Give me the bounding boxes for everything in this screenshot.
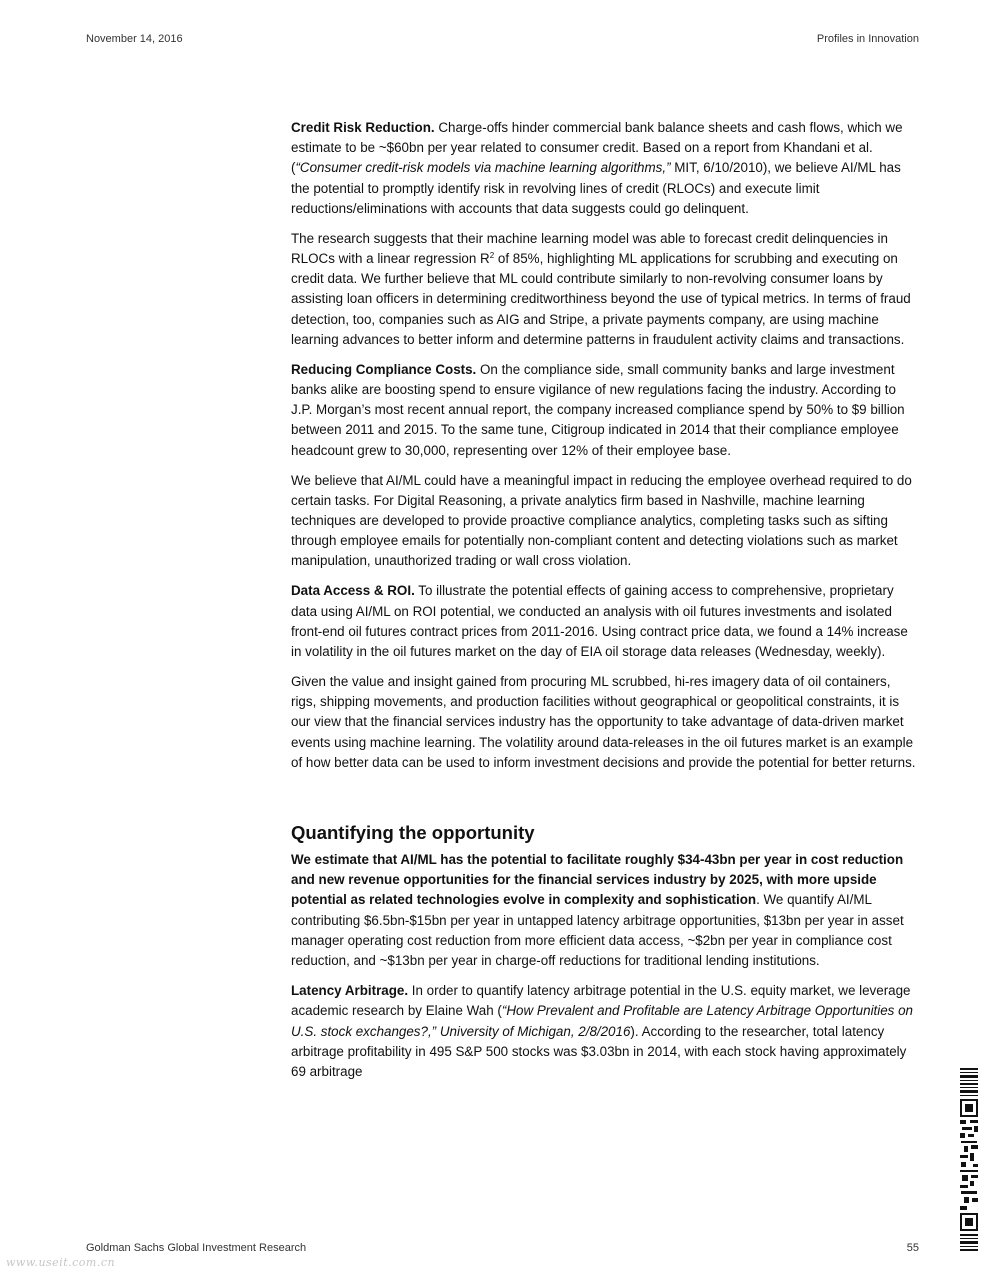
lead-data-access: Data Access & ROI. [291, 583, 415, 599]
text: Given the value and insight gained from procuring ML scrubbed, hi-res imagery data of oil containers, rigs, shipping movements, and production facilities without geographical or geopolitical constraints, it is our view that the financial services industry has the opportunity to take advantage of data-driven market events using machine learning. The volatility around data-releases in the oil futures market is an example of how better data can be used to inform investment decisions and provide the potential for better returns. [291, 674, 916, 770]
citation: “Consumer credit-risk models via machine learning algorithms,” [295, 160, 671, 176]
text: Charge-offs hinder commercial bank balance sheets and cash flows, which we estimate to be ~$60bn per year related to consumer credit. Based on a report from Khandani et al. ( [291, 120, 903, 176]
paragraph-estimate [291, 850, 919, 971]
paragraph-research [291, 229, 919, 350]
barcode-icon [958, 1068, 980, 1254]
text: MIT, 6/10/2010), we believe AI/ML has the potential to promptly identify risk in revolving lines of credit (RLOCs) and execute limit reductions/eliminations with accounts that data suggests could go delinquent. [291, 160, 901, 216]
paragraph-insight [291, 672, 919, 773]
text: On the compliance side, small community banks and large investment banks alike are boosting spend to ensure vigilance of new regulations facing the industry. According to J.P. Morgan’s most recent annual report, the company increased compliance spend by 50% to $9 billion between 2011 and 2015. To the same tune, Citigroup indicated in 2014 that their compliance employee headcount grew to 30,000, representing over 12% of their employee base. [291, 361, 905, 458]
text: ). According to the researcher, total latency arbitrage profitability in 495 S&P 500 stocks was $3.03bn in 2014, with each stock having approximately 69 arbitrage [291, 1023, 907, 1079]
paragraph-data-access [291, 581, 919, 662]
text: To illustrate the potential effects of gaining access to comprehensive, proprietary data using AI/ML on ROI potential, we conducted an analysis with oil futures investments and isolated front-end oil futures contract prices from 2011-2016. Using contract price data, we found a 14% increase in volatility in the oil futures market on the day of EIA oil storage data releases (Wednesday, weekly). [291, 583, 908, 660]
lead-estimate: We estimate that AI/ML has the potential to facilitate roughly $34-43bn per year in cost reduction and new revenue opportunities for the financial services industry by 2025, with more upside potential as related technologies evolve in complexity and sophistication [291, 852, 904, 908]
text: We believe that AI/ML could have a meaningful impact in reducing the employee overhead required to do certain tasks. For Digital Reasoning, a private analytics firm based in Nashville, machine learning techniques are developed to provide proactive compliance analytics, completing tasks such as sifting through employee emails for potentially non-compliant content and detecting violations such as market manipulation, unauthorized trading or wall cross violation. [291, 472, 912, 569]
paragraph-overhead [291, 471, 919, 572]
watermark: www.useit.com.cn [6, 1256, 116, 1269]
body-text [291, 118, 919, 1092]
paragraph-credit-risk [291, 118, 919, 219]
text: The research suggests that their machine learning model was able to forecast credit delinquencies in RLOCs with a linear regression R [291, 230, 888, 267]
lead-credit-risk: Credit Risk Reduction. [291, 120, 435, 135]
header-title: Profiles in Innovation [816, 33, 919, 45]
text: of 85%, highlighting ML applications for scrubbing and executing on credit data. We further believe that ML could contribute similarly to non-revolving consumer loans by assisting loan officers in determining creditworthiness beyond the use of typical metrics. In terms of fraud detection, too, companies such as AIG and Stripe, a private payments company, are using machine learning advances to better inform and determine patterns in fraudulent activity claims and transactions. [291, 251, 911, 347]
footer-source: Goldman Sachs Global Investment Research [86, 1242, 307, 1254]
text: In order to quantify latency arbitrage potential in the U.S. equity market, we leverage academic research by Elaine Wah ( [291, 983, 911, 1019]
superscript: 2 [489, 251, 495, 261]
page-number: 55 [906, 1242, 919, 1254]
citation: “How Prevalent and Profitable are Latency Arbitrage Opportunities on U.S. stock exchanges?,” University of Michigan, 2/8/2016 [291, 1003, 913, 1039]
lead-compliance: Reducing Compliance Costs. [291, 361, 477, 377]
lead-latency: Latency Arbitrage. [291, 983, 409, 999]
paragraph-latency [291, 981, 919, 1082]
text: . We quantify AI/ML contributing $6.5bn-$15bn per year in untapped latency arbitrage opportunities, $13bn per year in asset manager operating cost reduction from more efficient data access, ~$2bn per year in compliance cost reduction, and ~$13bn per year in charge-off reductions for traditional lending institutions. [291, 892, 904, 969]
section-heading: Quantifying the opportunity [291, 822, 535, 844]
paragraph-compliance [291, 360, 919, 461]
header-date: November 14, 2016 [86, 33, 183, 45]
